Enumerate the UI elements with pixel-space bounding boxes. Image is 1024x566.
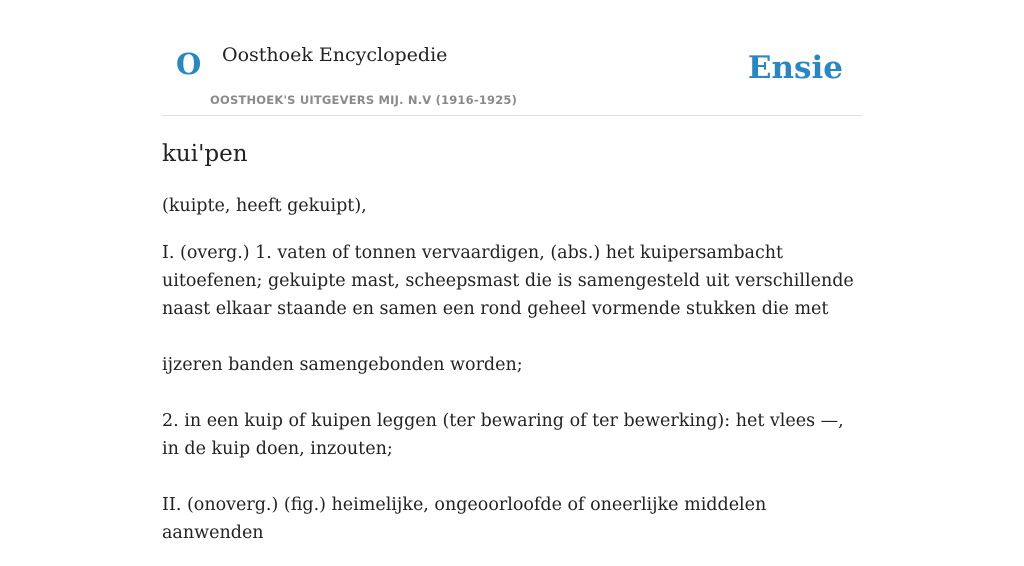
entry-paragraph: ijzeren banden samengebonden worden;: [162, 355, 523, 375]
entry-paragraph: I. (overg.) 1. vaten of tonnen vervaardigen, (abs.) het kuipersambacht uitoefenen; gekuipte mast, scheepsmast die is samengesteld uit verschillende naast elkaar staande en samen een rond geheel vormende stukken die met: [162, 243, 854, 319]
entry-paragraph: II. (onoverg.) (fig.) heimelijke, ongeoorloofde of oneerlijke middelen aanwenden: [162, 495, 767, 543]
ensie-brand-link[interactable]: Ensie: [747, 50, 843, 86]
entry-paragraph: 2. in een kuip of kuipen leggen (ter bewaring of ter bewerking): het vlees —, in de kuip doen, inzouten;: [162, 411, 844, 459]
site-logo[interactable]: O: [176, 47, 202, 81]
entry-paragraph: (kuipte, heeft gekuipt),: [162, 196, 367, 216]
page-container: [162, 0, 862, 543]
publisher-subtitle: OOSTHOEK'S UITGEVERS MIJ. N.V (1916-1925): [210, 93, 518, 107]
entry-title: kui'pen: [162, 141, 248, 167]
site-name-link[interactable]: Oosthoek Encyclopedie: [222, 44, 448, 66]
entry-body: [162, 192, 862, 566]
site-header: [162, 0, 862, 116]
